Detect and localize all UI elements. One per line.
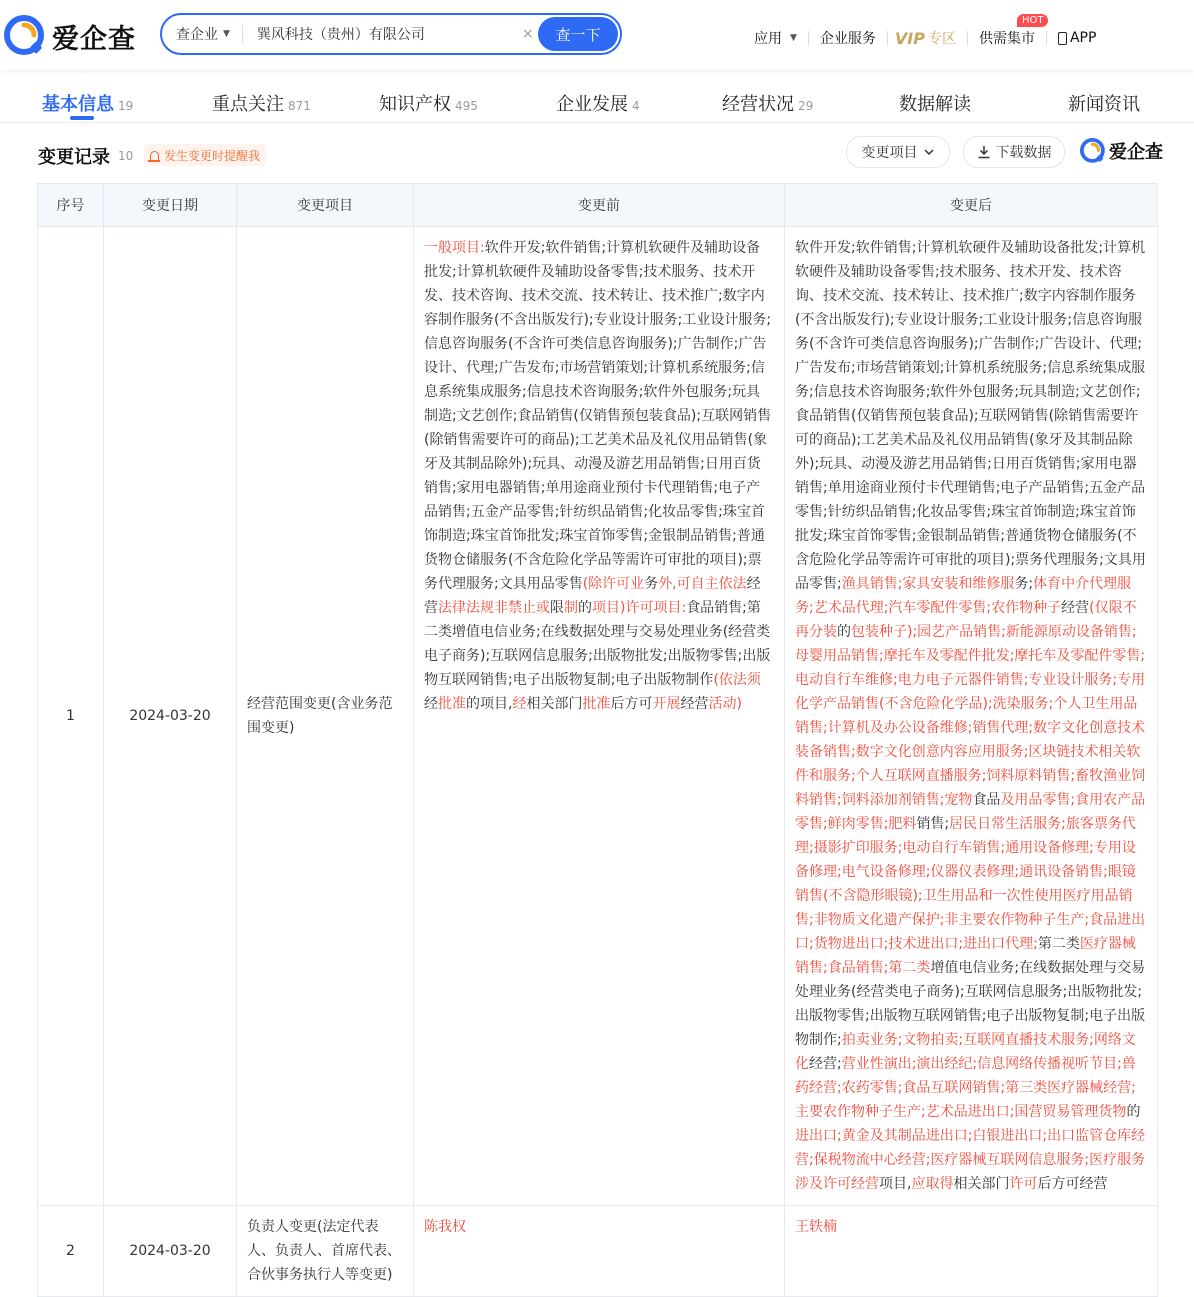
tab-label: 重点关注 <box>212 94 284 115</box>
download-icon <box>977 145 991 159</box>
main-tabs <box>0 78 1194 123</box>
changed-text: 经 <box>512 696 527 712</box>
row-index: 2 <box>38 1206 104 1297</box>
tab-label: 数据解读 <box>899 94 971 115</box>
table-row <box>38 1206 1158 1297</box>
phone-icon <box>1058 32 1067 45</box>
changed-text: 营业性演出;演出经纪;信息网络传播视听节目;兽药经营;农药零售;食品互联网销售;第三类医疗器械经营;主要农作物种子生产;艺术品进出口;国营贸易管理货物 <box>795 1056 1136 1120</box>
unchanged-text: 后方可 <box>610 696 653 712</box>
row-before <box>414 227 785 1206</box>
nav-app-label: 应用 <box>754 31 782 47</box>
chevron-down-icon <box>923 146 935 158</box>
unchanged-text: 经营 <box>1061 600 1090 616</box>
column-header-item: 变更项目 <box>237 184 414 227</box>
nav-app-download-label: APP <box>1069 30 1097 46</box>
changed-text: 批准 <box>582 696 611 712</box>
unchanged-text: 后方可经营 <box>1037 1176 1108 1192</box>
row-item: 经营范围变更(含业务范围变更) <box>237 227 414 1206</box>
search-button[interactable]: 查一下 <box>538 17 618 51</box>
column-header-date: 变更日期 <box>104 184 237 227</box>
nav-app-download[interactable] <box>1058 30 1096 46</box>
tab-label: 新闻资讯 <box>1068 94 1140 115</box>
tab-data-insights[interactable] <box>899 90 971 116</box>
changed-text: (仅限不再分装 <box>795 600 1137 640</box>
changed-text: 居民日常生活服务;旅客票务代理;摄影扩印服务;电动自行车销售;通用设备修理;专用设备修理;电气设备修理;仪器仪表修理;通讯设备销售;眼镜销售(不含隐形眼镜);卫生用品和一次性使用医疗用品销售;非物质文化遗产保护;非主要农作物种子生产;食品进出口;货物进出口;技术进出口;进出口代理; <box>795 816 1146 952</box>
nav-market-label: 供需集市 <box>978 31 1035 47</box>
unchanged-text: 软件开发;软件销售;计算机软硬件及辅助设备批发;计算机软硬件及辅助设备零售;技术服务、技术开发、技术咨询、技术交流、技术转让、技术推广;数字内容制作服务(不含出版发行);专业设计服务;工业设计服务;信息咨询服务(不含许可类信息咨询服务);广告制作;广告设计、代理;广告发布;市场营销策划;计算机系统服务;信息系统集成服务;信息技术咨询服务;软件外包服务;玩具制造;文艺创作;食品销售(仅销售预包装食品);互联网销售(除销售需要许可的商品);工艺美术品及礼仪用品销售(象牙及其制品除外);玩具、动漫及游艺用品销售;日用百货销售;家用电器销售;单用途商业预付卡代理销售;电子产品销售;五金产品零售;针纺织品销售;化妆品零售;珠宝首饰制造;珠宝首饰批发;珠宝首饰零售;金银制品销售;普通货物仓储服务(不含危险化学品等需许可审批的项目);票务代理服务;文具用品零售 <box>424 240 772 592</box>
nav-divider <box>1046 31 1047 45</box>
change-item-filter-label: 变更项目 <box>861 145 918 161</box>
tab-count: 29 <box>798 99 814 113</box>
search-divider <box>242 25 243 43</box>
tab-operations[interactable] <box>722 90 813 116</box>
changed-text: 法律法规非禁止或 <box>438 600 550 616</box>
changed-text: 外,可自主依法 <box>658 576 747 592</box>
change-remind-button[interactable] <box>144 144 266 166</box>
search-type-label: 查企业 <box>176 27 218 43</box>
changed-text: 活动) <box>708 696 742 712</box>
unchanged-text: 第二类 <box>1037 936 1080 952</box>
site-logo[interactable] <box>4 14 136 58</box>
unchanged-text: 增值电信业务;在线数据处理与交易处理业务(经营类电子商务);互联网信息服务;出版物批发;出版物零售;出版物互联网销售;电子出版物复制;电子出版物制作; <box>795 960 1146 1048</box>
table-header-row <box>38 184 1158 227</box>
changed-text: 体育中介代理服务;艺术品代理;汽车零配件零售;农作物种子 <box>795 576 1132 616</box>
tab-count: 4 <box>632 99 640 113</box>
tab-label: 基本信息 <box>42 94 114 115</box>
changed-text: 包装种子);园艺产品销售;新能源原动设备销售;母婴用品销售;摩托车及零配件批发;摩托车及零配件零售;电动自行车维修;电力电子元器件销售;专业设计服务;专用化学产品销售(不含危险化学品);洗染服务;个人卫生用品销售;计算机及办公设备维修;销售代理;数字文化创意技术装备销售;数字文化创意内容应用服务;区块链技术相关软件和服务;个人互联网直播服务;饲料原料销售;畜牧渔业饲料销售;饲料添加剂销售;宠物 <box>795 624 1146 808</box>
changed-text: 进出口;黄金及其制品进出口;白银进出口;出口监管仓库经营;保税物流中心经营;医疗器械互联网信息服务;医疗服务涉及许可经营 <box>795 1128 1146 1192</box>
brand-text: 爱企查 <box>1109 142 1163 163</box>
hot-badge: HOT <box>1017 14 1049 27</box>
unchanged-text: 相关部门 <box>526 696 583 712</box>
changed-text: 制 <box>564 600 578 616</box>
table-row <box>38 227 1158 1206</box>
nav-vip-zone[interactable] <box>895 28 956 48</box>
changed-text: 拍卖业务;文物拍卖;互联网直播技术服务;网络文化 <box>795 1032 1136 1072</box>
logo-icon <box>1080 138 1106 164</box>
row-date: 2024-03-20 <box>104 227 237 1206</box>
unchanged-text: 限 <box>550 600 564 616</box>
active-tab-indicator <box>70 116 94 120</box>
unchanged-text: 食品销售;第二类增值电信业务;在线数据处理与交易处理业务(经营类电子商务);互联网信息服务;出版物批发;出版物零售;出版物互联网销售;电子出版物复制;电子出版物制作 <box>424 600 771 688</box>
changed-text: 批准 <box>438 696 466 712</box>
tab-intellectual-property[interactable] <box>379 90 478 116</box>
column-header-after: 变更后 <box>785 184 1158 227</box>
unchanged-text: 相关部门 <box>953 1176 1010 1192</box>
tab-key-focus[interactable] <box>212 90 311 116</box>
search-bar <box>160 13 622 55</box>
top-nav <box>754 15 1097 48</box>
logo-text: 爱企查 <box>52 23 136 55</box>
changed-text: (除许可业 <box>582 576 645 592</box>
changed-text: 一般项目: <box>424 240 485 256</box>
unchanged-text: 经营; <box>809 1056 842 1072</box>
tab-development[interactable] <box>556 90 640 116</box>
nav-app-menu[interactable] <box>754 28 797 48</box>
tab-basic-info[interactable] <box>42 90 133 116</box>
unchanged-text: 的项目, <box>466 696 513 712</box>
unchanged-text: 食品 <box>972 792 1001 808</box>
caret-down-icon: ▼ <box>223 29 230 39</box>
nav-market[interactable] <box>978 15 1044 48</box>
vip-zone-label: 专区 <box>927 31 956 47</box>
vip-label: VIP <box>894 28 925 48</box>
unchanged-text: 务 <box>644 576 659 592</box>
unchanged-text: 经营 <box>680 696 709 712</box>
row-after <box>785 1206 1158 1297</box>
unchanged-text: 软件开发;软件销售;计算机软硬件及辅助设备批发;计算机软硬件及辅助设备零售;技术服务、技术开发、技术咨询、技术交流、技术转让、技术推广;数字内容制作服务(不含出版发行);专业设计服务;工业设计服务;信息咨询服务(不含许可类信息咨询服务);广告制作;广告设计、代理;广告发布;市场营销策划;计算机系统服务;信息系统集成服务;信息技术咨询服务;软件外包服务;玩具制造;文艺创作;食品销售(仅销售预包装食品);互联网销售(除销售需要许可的商品);工艺美术品及礼仪用品销售(象牙及其制品除外);玩具、动漫及游艺用品销售;日用百货销售;家用电器销售;单用途商业预付卡代理销售;电子产品销售;五金产品零售;针纺织品销售;化妆品零售;珠宝首饰制造;珠宝首饰批发;珠宝首饰零售;金银制品销售;普通货物仓储服务(不含危险化学品等需许可审批的项目);票务代理服务;文具用品零售; <box>795 240 1146 592</box>
row-item: 负责人变更(法定代表人、负责人、首席代表、合伙事务执行人等变更) <box>237 1206 414 1297</box>
tab-count: 495 <box>455 99 478 113</box>
tab-label: 企业发展 <box>556 94 628 115</box>
column-header-before: 变更前 <box>414 184 785 227</box>
caret-down-icon: ▼ <box>790 33 797 43</box>
changed-text: 渔具销售;家具安装和维修服 <box>841 576 1015 592</box>
tab-count: 19 <box>118 99 134 113</box>
tab-label: 知识产权 <box>379 94 451 115</box>
changed-text: 及用品零售;食用农产品零售;鲜肉零售;肥料 <box>795 792 1146 832</box>
changed-text: (依法须 <box>713 672 761 688</box>
search-type-select[interactable] <box>162 24 230 44</box>
bell-icon <box>150 151 159 160</box>
brand-watermark <box>1080 138 1163 164</box>
section-count: 10 <box>118 149 134 163</box>
column-header-index: 序号 <box>38 184 104 227</box>
tab-label: 经营状况 <box>722 94 794 115</box>
logo-icon <box>4 15 46 57</box>
download-data-button[interactable] <box>963 136 1065 168</box>
unchanged-text: 的 <box>837 624 851 640</box>
row-index: 1 <box>38 227 104 1206</box>
change-remind-label: 发生变更时提醒我 <box>164 148 261 163</box>
changed-text: 项目)许可项目: <box>592 600 687 616</box>
changed-text: 王轶楠 <box>795 1219 837 1235</box>
clear-icon[interactable]: × <box>522 26 534 42</box>
changed-text: 开展 <box>652 696 681 712</box>
download-data-label: 下载数据 <box>995 145 1052 161</box>
unchanged-text: 的 <box>578 600 592 616</box>
unchanged-text: 务; <box>1014 576 1034 592</box>
nav-divider <box>887 31 888 45</box>
search-input[interactable] <box>255 25 517 43</box>
tab-news[interactable] <box>1068 90 1140 116</box>
section-title: 变更记录 <box>38 147 110 168</box>
row-before <box>414 1206 785 1297</box>
changed-text: 许可 <box>1009 1176 1038 1192</box>
changed-text: 医疗器械销售;食品销售;第二类 <box>795 936 1136 976</box>
nav-divider <box>808 31 809 45</box>
unchanged-text: 经 <box>424 696 438 712</box>
row-date: 2024-03-20 <box>104 1206 237 1297</box>
unchanged-text: 销售; <box>916 816 950 832</box>
tab-count: 871 <box>288 99 311 113</box>
unchanged-text: 经营 <box>424 576 761 616</box>
changed-text: 应取得 <box>911 1176 954 1192</box>
row-after <box>785 227 1158 1206</box>
changed-text: 陈我权 <box>424 1219 466 1235</box>
unchanged-text: 项目, <box>879 1176 912 1192</box>
nav-enterprise-service[interactable]: 企业服务 <box>819 31 876 47</box>
change-record-table <box>37 183 1158 1297</box>
top-bar <box>0 0 1194 70</box>
unchanged-text: 的 <box>1126 1104 1141 1120</box>
change-item-filter[interactable] <box>846 136 950 168</box>
nav-divider <box>967 31 968 45</box>
